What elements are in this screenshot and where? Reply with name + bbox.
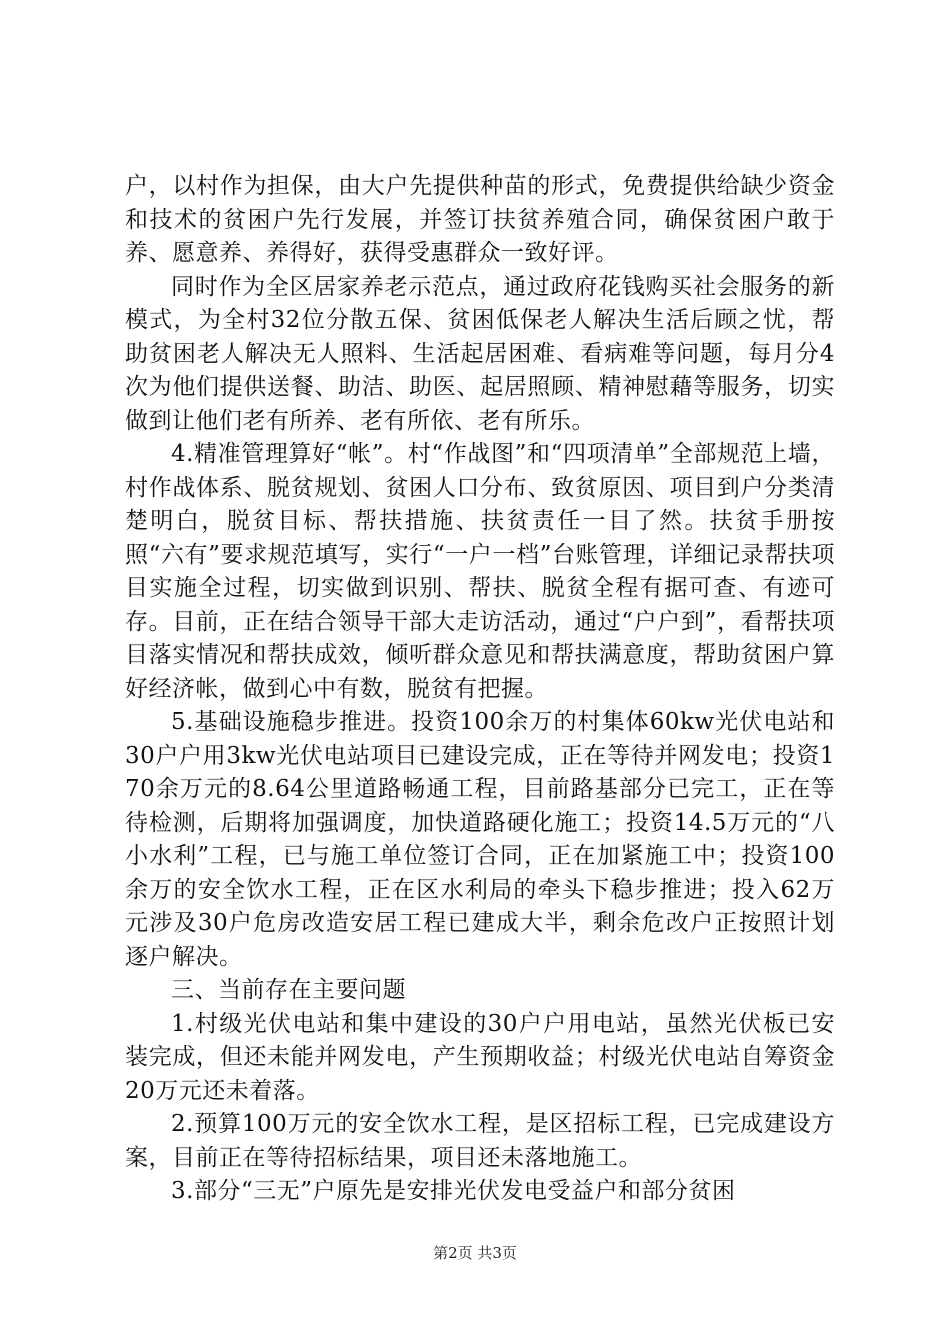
- paragraph-elderly-care: 同时作为全区居家养老示范点，通过政府花钱购买社会服务的新模式，为全村32位分散五保、贫困低保老人解决生活后顾之忧，帮助贫困老人解决无人照料、生活起居困难、看病难等问题，每月分4次为他们提供送餐、助洁、助医、起居照顾、精神慰藉等服务，切实做到让他们老有所养、老有所依、老有所乐。: [125, 273, 835, 434]
- paragraph-problem-2: 2.预算100万元的安全饮水工程，是区招标工程，已完成建设方案，目前正在等待招标结果，项目还未落地施工。: [125, 1111, 835, 1171]
- document-body: [125, 170, 835, 1209]
- page-footer: 第2页 共3页: [433, 1244, 517, 1262]
- paragraph-problem-1: 1.村级光伏电站和集中建设的30户户用电站，虽然光伏板已安装完成，但还未能并网发电，产生预期收益；村级光伏电站自筹资金20万元还未着落。: [125, 1010, 835, 1104]
- paragraph-continuation: 户，以村作为担保，由大户先提供种苗的形式，免费提供给缺少资金和技术的贫困户先行发展，并签订扶贫养殖合同，确保贫困户敢于养、愿意养、养得好，获得受惠群众一致好评。: [125, 173, 835, 266]
- paragraph-precise-management: 4.精准管理算好“帐”。村“作战图”和“四项清单”全部规范上墙，村作战体系、脱贫规划、贫困人口分布、致贫原因、项目到户分类清楚明白，脱贫目标、帮扶措施、扶贫责任一目了然。扶贫手册按照“六有”要求规范填写，实行“一户一档”台账管理，详细记录帮扶项目实施全过程，切实做到识别、帮扶、脱贫全程有据可查、有迹可存。目前，正在结合领导干部大走访活动，通过“户户到”，看帮扶项目落实情况和帮扶成效，倾听群众意见和帮扶满意度，帮助贫困户算好经济帐，做到心中有数，脱贫有把握。: [125, 441, 835, 702]
- paragraph-infrastructure: 5.基础设施稳步推进。投资100余万的村集体60kw光伏电站和30户户用3kw光伏电站项目已建设完成，正在等待并网发电；投资170余万元的8.64公里道路畅通工程，目前路基部分已完工，正在等待检测，后期将加强调度，加快道路硬化施工；投资14.5万元的“八小水利”工程，已与施工单位签订合同，正在加紧施工中；投资100余万的安全饮水工程，正在区水利局的牵头下稳步推进；投入62万元涉及30户危房改造安居工程已建成大半，剩余危改户正按照计划逐户解决。: [125, 709, 835, 970]
- section-heading-problems: 三、当前存在主要问题: [171, 977, 406, 1003]
- paragraph-problem-3: 3.部分“三无”户原先是安排光伏发电受益户和部分贫困: [171, 1178, 736, 1204]
